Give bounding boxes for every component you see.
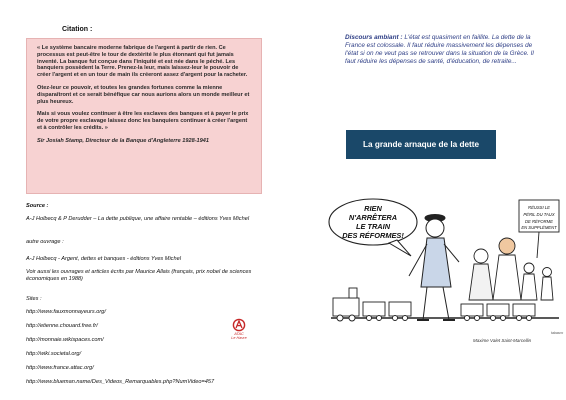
man-figure (409, 215, 459, 321)
site-link[interactable]: http://monnaie.wikispaces.com/ (26, 337, 104, 343)
crowd-figures (469, 238, 553, 300)
sites-label: Sites : (26, 296, 42, 302)
cartoon-illustration (323, 192, 565, 350)
quote-paragraph-1: « Le système bancaire moderne fabrique de l'argent à partir de rien. Ce processus est peut-être le tour de dextérité le plus étonnant qui fut jamais inventé. La banque fut conçue dans l'iniquité et est née dans le péché. Les banquiers possèdent la Terre. Prenez-la leur, mais laissez-leur le pouvoir de créer l'argent et en un tour de main ils créeront assez d'argent pour la racheter. (37, 45, 248, 79)
ambiant-body: L'état est quasiment en faillite. La dette de la France est colossale. Il faut réduire massivement les dépenses de l'état si on ne veut pas se retrouver dans la situation de la Grèce. Il faut réduire les dépenses de santé, d'éducation, de retraite... (345, 34, 534, 66)
attac-logo-icon (232, 318, 246, 332)
speech-bubble-tail (389, 240, 411, 256)
source-text: A-J Holbecq & P Derudder – La dette publique, une affaire rentable – éditions Yves Michel (26, 216, 250, 222)
attac-logo (228, 318, 250, 341)
right-page (283, 0, 566, 400)
svg-text:DE RÉFORME: DE RÉFORME (525, 219, 553, 224)
logo-line-2: Le Havre (231, 336, 247, 341)
site-link[interactable]: http://wiki.societal.org/ (26, 351, 82, 357)
protest-sign (519, 200, 559, 258)
svg-text:RIEN: RIEN (364, 204, 382, 213)
site-link[interactable]: http://www.fauxmonnayeurs.org/ (26, 309, 106, 315)
quote-paragraph-2: Otez-leur ce pouvoir, et toutes les grandes fortunes comme la mienne disparaîtront et ce serait bénéfique car nous aurions alors un monde meilleur et plus heureux. (37, 84, 250, 105)
citation-title: Citation : (62, 26, 93, 33)
ambiant-label: Discours ambiant : (345, 34, 403, 41)
quote-signature: Sir Josiah Stamp, Directeur de la Banque d'Angleterre 1928-1941 (37, 137, 210, 144)
title-banner: La grande arnaque de la dette (346, 130, 496, 159)
other-label: autre ouvrage : (26, 239, 64, 245)
source-label: Source : (26, 203, 49, 209)
svg-text:PÉRIL DU TAUX: PÉRIL DU TAUX (523, 212, 555, 217)
site-link[interactable]: http://www.blueman.name/Des_Videos_Remarquables.php?NumVideo=457 (26, 379, 215, 385)
see-also-text: Voir aussi les ouvrages et articles écrits par Maurice Allais (français, prix nobel de sciences économiques en 1988) (26, 269, 252, 282)
svg-text:RÉUSSI LE: RÉUSSI LE (528, 205, 550, 210)
quote-box (26, 38, 262, 194)
svg-text:EN SUPPLÉMENT: EN SUPPLÉMENT (521, 225, 557, 230)
other-text: A-J Holbecq - Argent, dettes et banques - éditions Yves Michel (26, 256, 181, 262)
ambiant-text (345, 34, 541, 66)
cartoon-drawing (323, 192, 565, 350)
svg-text:DES RÉFORMES!: DES RÉFORMES! (342, 231, 404, 240)
site-link[interactable]: http://www.france.attac.org/ (26, 365, 94, 371)
svg-text:LE TRAIN: LE TRAIN (355, 222, 391, 231)
cartoon-signature: tabasco (551, 331, 564, 335)
site-link[interactable]: http://etienne.chouard.free.fr/ (26, 323, 98, 329)
logo-line-1: ATAC (234, 332, 244, 336)
quote-paragraph-3: Mais si vous voulez continuer à être les esclaves des banques et à payer le prix de votre propre esclavage laissez donc les banquiers continuer à créer l'argent et à contrôler les crédits. » (37, 111, 249, 131)
cartoon-credit: Maxime Valet Saint-Marcellin (473, 338, 532, 343)
svg-text:N'ARRÊTERA: N'ARRÊTERA (348, 213, 398, 222)
